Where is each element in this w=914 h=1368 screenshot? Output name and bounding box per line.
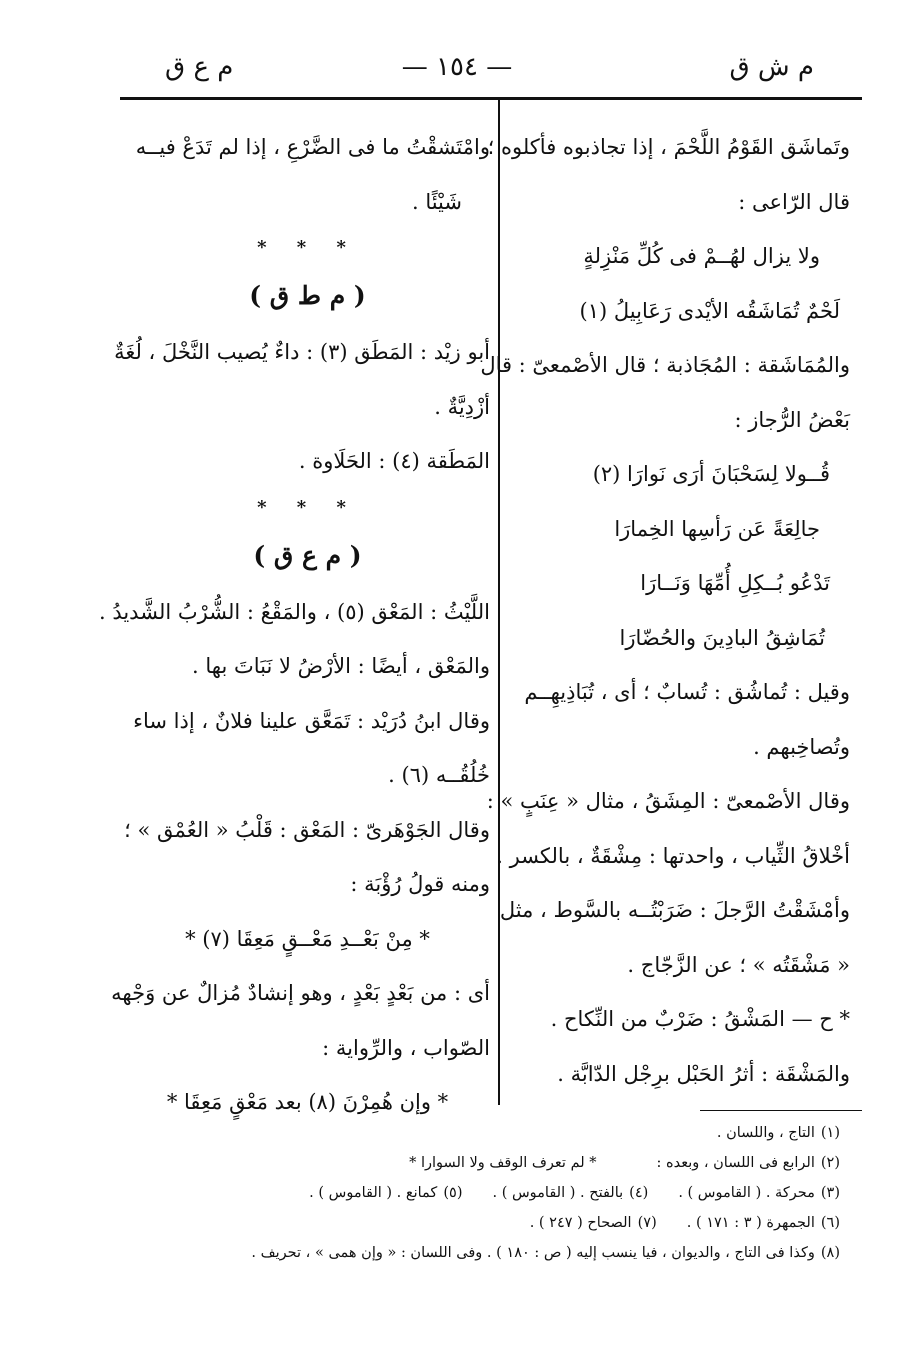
page-number: — ١٥٤ —	[401, 52, 513, 82]
footnote-text: الصحاح ( ٢٤٧ ) .	[529, 1215, 632, 1231]
text-line: قال الرّاعى :	[738, 189, 850, 214]
footnote-number: (١)	[820, 1125, 840, 1141]
header-root-left: م ع ق	[165, 52, 234, 82]
verse-line: لَحْمٌ تُمَاشَقُه الأيْدى رَعَابِيلُ (١)	[579, 298, 840, 323]
verse-line: * وإن هُمِرْنَ (٨) بعد مَعْقٍ مَعِقَا *	[166, 1090, 449, 1114]
footnote-text: بالفتح . ( القاموس ) .	[492, 1185, 624, 1201]
footnote-number: (٥)	[443, 1185, 463, 1201]
verse-line: تَدْعُو بُــكِلِ أُمِّهَا وَنَــارَا	[640, 571, 830, 595]
footnote-verse: * لم تعرف الوقف ولا السوارا *	[409, 1155, 597, 1171]
footnote-text: محركة . ( القاموس ) .	[678, 1185, 815, 1201]
footnote-text: الرابع فى اللسان ، وبعده :	[656, 1155, 815, 1171]
footnote-number: (٦)	[820, 1215, 840, 1231]
column-divider	[498, 100, 500, 1105]
verse-line: قُــولا لِسَحْبَانَ أرَى نَوارَا (٢)	[592, 462, 830, 486]
text-line: وتَماشَق القَوْمُ اللَّحْمَ ، إذا تجاذبوه فأكلوه ؛	[487, 135, 850, 159]
footnote-line	[150, 1238, 840, 1268]
text-line: * ح — المَشْقُ : ضَرْبٌ من النِّكاح .	[550, 1007, 850, 1031]
text-line: وقال الجَوْهَرىّ : المَعْق : قَلْبُ « العُمْق » ؛	[124, 817, 490, 842]
footnote-line	[150, 1208, 840, 1238]
footnote-text: الجمهرة ( ٣ : ١٧١ ) .	[686, 1215, 815, 1231]
text-line: أبو زيْد : المَطَق (٣) : داءٌ يُصيب النَّخْلَ ، لُغَةٌ	[114, 340, 490, 364]
text-line: أزْدِيَّةٌ .	[434, 394, 490, 419]
text-line: أخْلاقُ الثِّياب ، واحدتها : مِشْقَةٌ ، بالكسر .	[496, 843, 850, 868]
text-line: وقيل : تُماشُق : تُسابٌ ؛ أى ، تُبَاذِيهِــم	[524, 680, 850, 704]
text-line: اللَّيْثُ : المَعْق (٥) ، والمَقْعُ : الشُّرْبُ الشَّديدُ .	[98, 599, 490, 624]
footnote-number: (٤)	[629, 1185, 649, 1201]
text-line: شَيْئًا .	[411, 189, 462, 214]
text-line: أى : من بَعْدٍ بَعْدٍ ، وهو إنشادٌ مُزالٌ عن وَجْهه	[111, 981, 490, 1005]
text-line: « مَشْقَتُه » ؛ عن الزَّجّاج .	[627, 952, 850, 977]
footnote-number: (٢)	[820, 1155, 840, 1171]
footnote-number: (٨)	[820, 1245, 840, 1261]
text-line: المَطَقة (٤) : الحَلَاوة .	[298, 449, 490, 473]
section-heading: ( م ع ق )	[253, 540, 362, 570]
verse-line: * مِنْ بَعْــدِ مَعْــقٍ مَعِقَا (٧) *	[185, 926, 430, 951]
footnote-line	[150, 1178, 840, 1208]
text-line: وأمْشَقْتُ الرَّجلَ : ضَرَبْتُــه بالسَّوط ، مثل	[499, 898, 850, 922]
footnote-text: وكذا فى التاج ، والديوان ، فيا ينسب إليه ( ص : ١٨٠ ) . وفى اللسان : « وإن همى » ، تحريف .	[251, 1245, 815, 1261]
footnote-text: كمانع . ( القاموس ) .	[309, 1185, 438, 1201]
text-line: وامْتَشقْتُ ما فى الضَّرْعِ ، إذا لم تَدَعْ فيــه	[135, 135, 490, 159]
right-column	[480, 120, 850, 1101]
text-line: والمَشْقَة : أثرُ الحَبْل برِجْل الدّابَّة .	[557, 1061, 850, 1086]
text-line: والمُمَاشَقة : المُجَاذبة ؛ قال الأصْمعىّ : قال	[480, 353, 850, 377]
header-root-right: م ش ق	[729, 52, 814, 82]
footnote-number: (٣)	[820, 1185, 840, 1201]
text-line: بَعْضُ الرُّجاز :	[734, 407, 850, 432]
footnote-text: التاج ، واللسان .	[716, 1125, 815, 1141]
text-line: وقال الأصْمعىّ : المِشَقُ ، مثال « عِنَبٍ » :	[486, 789, 850, 813]
verse-line: جالِعَةً عَن رَأسِها الخِمارَا	[614, 516, 820, 541]
section-separator: * * *	[257, 496, 358, 518]
footnote-line	[150, 1148, 840, 1178]
verse-line: ولا يزال لهُــمْ فى كُلِّ مَنْزِلةٍ	[583, 244, 820, 268]
text-line: الصّواب ، والرِّواية :	[322, 1035, 490, 1060]
left-column	[98, 120, 490, 1130]
footnote-rule	[700, 1110, 862, 1111]
text-line: وتُصاخِبهم .	[753, 734, 850, 759]
text-line: خُلُقُــه (٦) .	[388, 763, 490, 787]
header-rule	[120, 97, 862, 100]
section-separator: * * *	[257, 237, 358, 258]
verse-line: تُمَاشِقُ البادِينَ والحُضّارَا	[619, 625, 825, 650]
footnotes	[150, 1118, 840, 1268]
footnote-number: (٧)	[637, 1215, 657, 1231]
text-line: وقال ابنُ دُرَيْد : تَمَعَّق علينا فلانٌ ، إذا ساء	[133, 708, 490, 733]
text-line: ومنه قولُ رُؤْبَة :	[350, 872, 490, 896]
footnote-line	[150, 1118, 840, 1148]
section-heading: ( م ط ق )	[249, 281, 366, 310]
text-line: والمَعْق ، أيضًا : الأرْضُ لا نَبَاتَ بها .	[192, 654, 490, 678]
